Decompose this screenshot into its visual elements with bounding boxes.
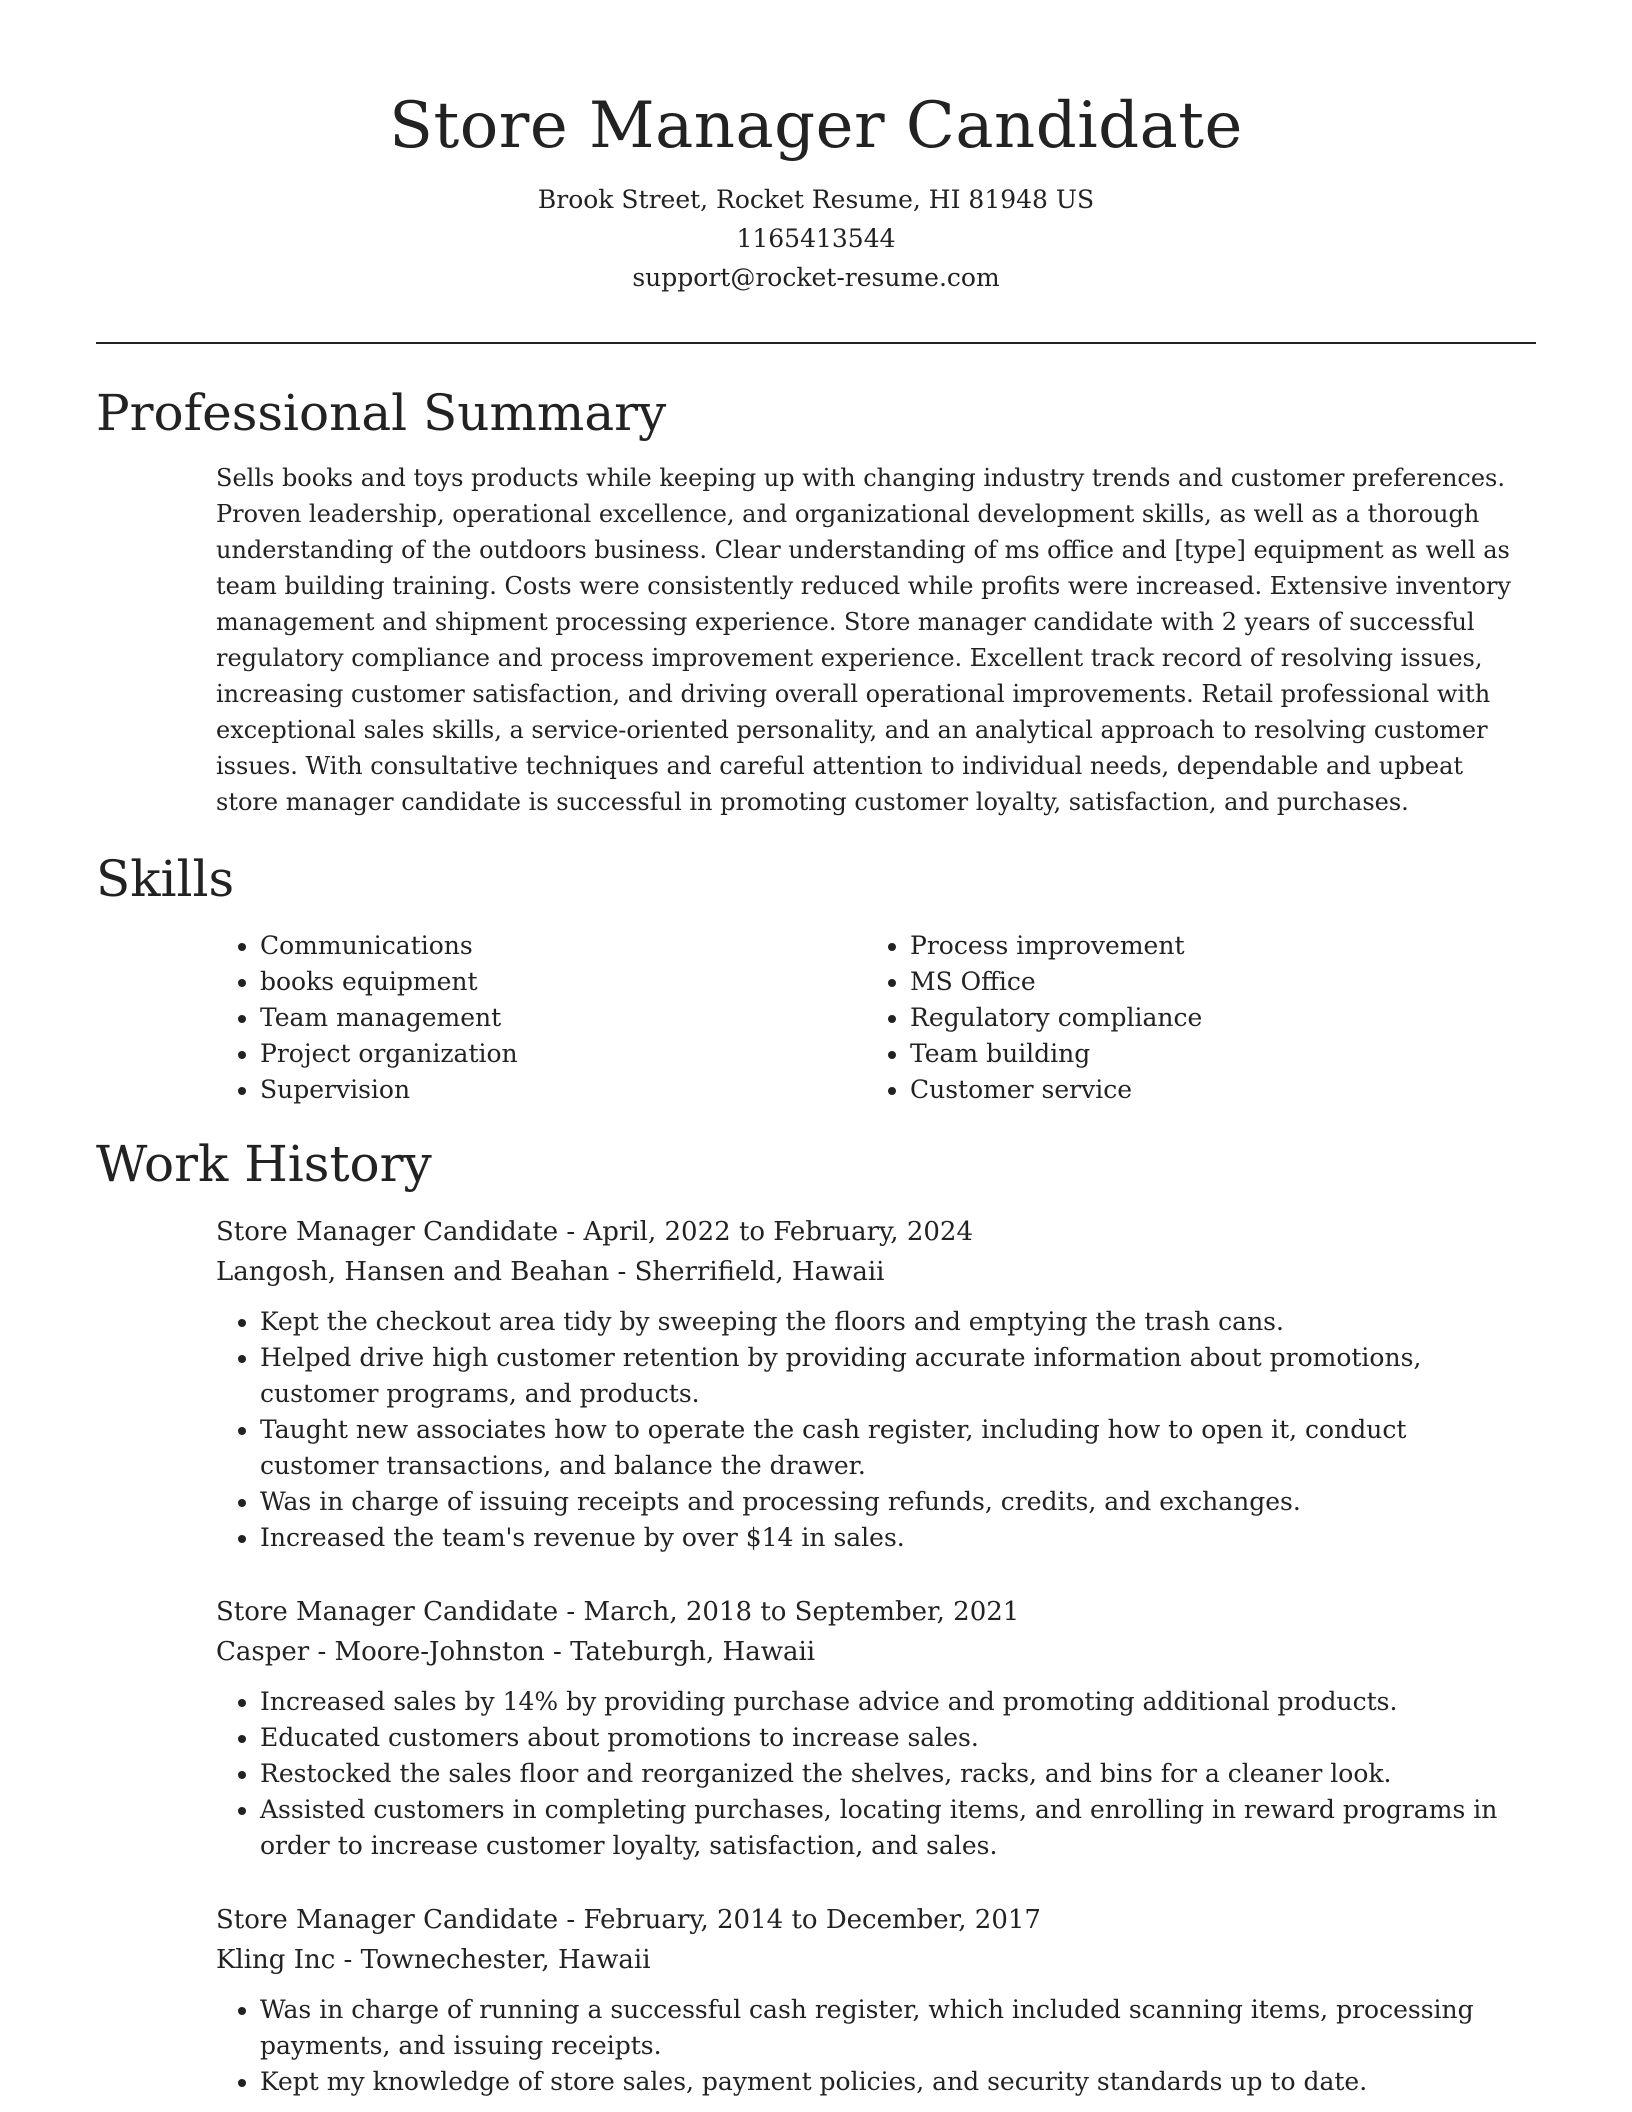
work-history-heading: Work History (96, 1135, 432, 1193)
skill-item: • Team building (910, 1036, 1202, 1072)
job-company-line: Kling Inc - Townechester, Hawaii (216, 1945, 651, 1975)
job-dates: April, 2022 to February, 2024 (583, 1217, 973, 1247)
job-title-line: Store Manager Candidate - March, 2018 to September, 2021 (216, 1597, 1020, 1627)
job-company-line: Langosh, Hansen and Beahan - Sherrifield, Hawaii (216, 1257, 885, 1287)
summary-heading: Professional Summary (96, 384, 667, 442)
job-bullets (216, 1304, 1530, 1556)
job-company: Kling Inc (216, 1945, 336, 1975)
job-entry (216, 1900, 1536, 2100)
job-bullets (216, 1684, 1530, 1864)
job-role: Store Manager Candidate (216, 1217, 559, 1247)
job-company: Langosh, Hansen and Beahan (216, 1257, 610, 1287)
job-location: Townechester, Hawaii (360, 1945, 651, 1975)
job-bullet: • Kept my knowledge of store sales, payment policies, and security standards up to date. (260, 2064, 1530, 2100)
contact-address: Brook Street, Rocket Resume, HI 81948 US (537, 185, 1095, 214)
job-bullet: • Increased sales by 14% by providing purchase advice and promoting additional products. (260, 1684, 1530, 1720)
contact-email: support@rocket-resume.com (632, 263, 1000, 292)
skill-item: • Process improvement (910, 928, 1202, 964)
job-title-line: Store Manager Candidate - April, 2022 to February, 2024 (216, 1217, 973, 1247)
job-bullet: • Assisted customers in completing purchases, locating items, and enrolling in reward programs in order to increase customer loyalty, satisfaction, and sales. (260, 1792, 1530, 1864)
job-entry (216, 1212, 1536, 1556)
header-divider (96, 342, 1536, 344)
candidate-name: Store Manager Candidate (389, 89, 1243, 163)
job-bullet: • Kept the checkout area tidy by sweeping the floors and emptying the trash cans. (260, 1304, 1530, 1340)
skill-item: • Supervision (260, 1072, 518, 1108)
skill-item: • Communications (260, 928, 518, 964)
job-location: Sherrifield, Hawaii (634, 1257, 885, 1287)
skill-item: • Project organization (260, 1036, 518, 1072)
skill-item: • MS Office (910, 964, 1202, 1000)
job-company-line: Casper - Moore-Johnston - Tateburgh, Hawaii (216, 1637, 816, 1667)
skill-item: • Regulatory compliance (910, 1000, 1202, 1036)
skills-list-right (866, 928, 1202, 1108)
job-bullets (216, 1992, 1530, 2100)
job-bullet: • Was in charge of running a successful cash register, which included scanning items, processing payments, and issuing receipts. (260, 1992, 1530, 2064)
job-company: Casper - Moore-Johnston (216, 1637, 545, 1667)
job-bullet: • Was in charge of issuing receipts and processing refunds, credits, and exchanges. (260, 1484, 1530, 1520)
job-bullet: • Helped drive high customer retention by providing accurate information about promotions, customer programs, and products. (260, 1340, 1530, 1412)
job-entry (216, 1592, 1536, 1864)
skills-list-left (216, 928, 518, 1108)
resume-header (0, 0, 1632, 297)
summary-text: Sells books and toys products while keeping up with changing industry trends and customer preferences. Proven leadership, operational excellence, and organizational development skills, as well as a thorough understanding of the outdoors business. Clear understanding of ms office and [type] equipment as well as team building training. Costs were consistently reduced while profits were increased. Extensive inventory management and shipment processing experience. Store manager candidate with 2 years of successful regulatory compliance and process improvement experience. Excellent track record of resolving issues, increasing customer satisfaction, and driving overall operational improvements. Retail professional with exceptional sales skills, a service-oriented personality, and an analytical approach to resolving customer issues. With consultative techniques and careful attention to individual needs, dependable and upbeat store manager candidate is successful in promoting customer loyalty, satisfaction, and purchases. (216, 464, 1511, 816)
job-dates: February, 2014 to December, 2017 (583, 1905, 1041, 1935)
contact-phone: 1165413544 (736, 224, 896, 253)
job-bullet: • Taught new associates how to operate the cash register, including how to open it, conduct customer transactions, and balance the drawer. (260, 1412, 1530, 1484)
skill-item: • books equipment (260, 964, 518, 1000)
skill-item: • Team management (260, 1000, 518, 1036)
job-title-line: Store Manager Candidate - February, 2014 to December, 2017 (216, 1905, 1041, 1935)
contact-info (0, 180, 1632, 297)
job-bullet: • Educated customers about promotions to increase sales. (260, 1720, 1530, 1756)
skill-item: • Customer service (910, 1072, 1202, 1108)
job-location: Tateburgh, Hawaii (570, 1637, 816, 1667)
job-role: Store Manager Candidate (216, 1905, 559, 1935)
job-bullet: • Increased the team's revenue by over $14 in sales. (260, 1520, 1530, 1556)
skills-heading: Skills (96, 850, 235, 908)
job-bullet: • Restocked the sales floor and reorganized the shelves, racks, and bins for a cleaner look. (260, 1756, 1530, 1792)
job-dates: March, 2018 to September, 2021 (583, 1597, 1020, 1627)
job-role: Store Manager Candidate (216, 1597, 559, 1627)
